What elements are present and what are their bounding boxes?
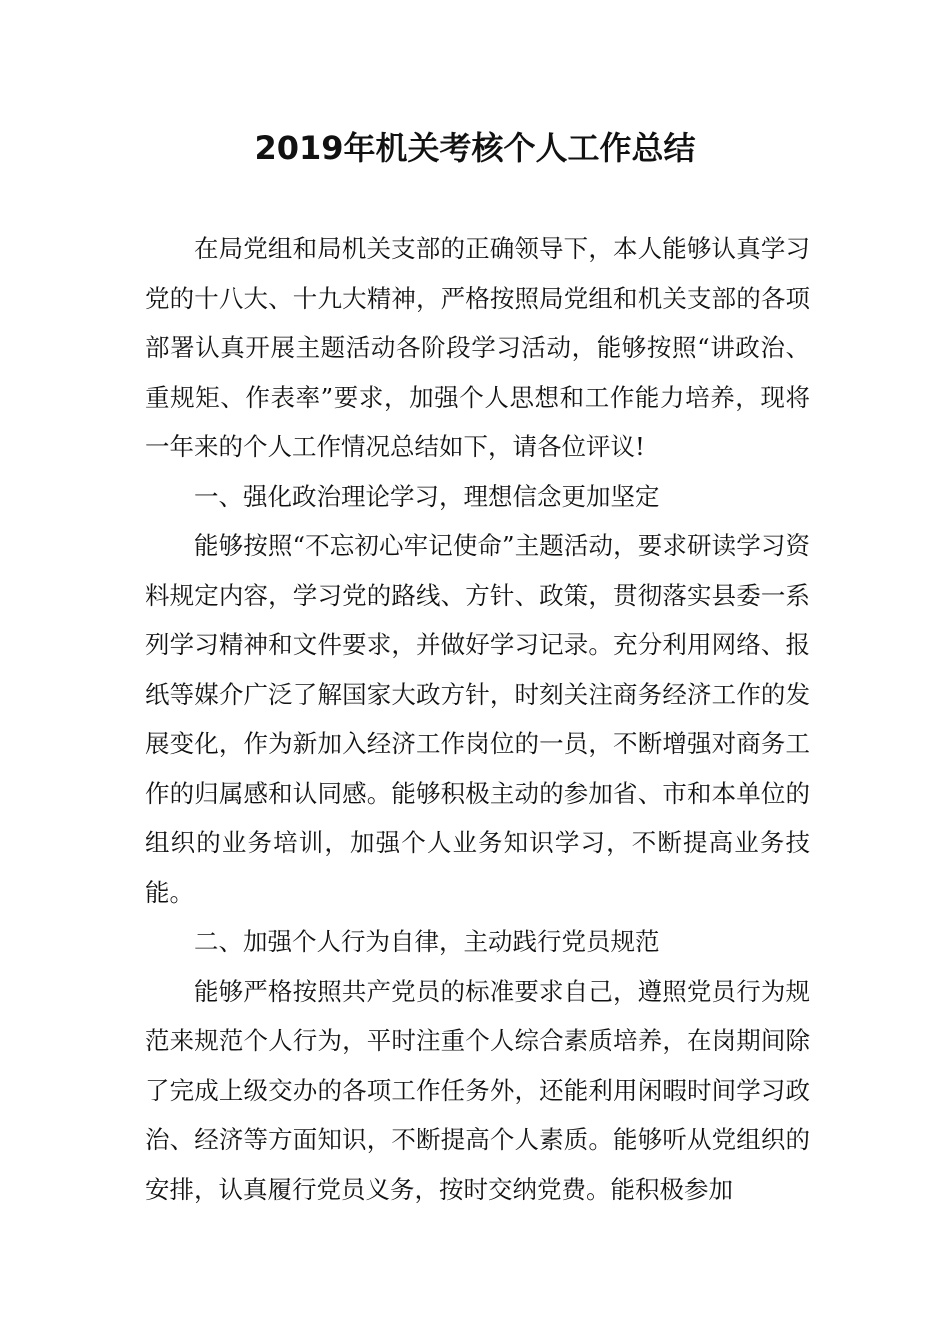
section-heading-2: 二、加强个人行为自律，主动践行党员规范 bbox=[194, 927, 660, 956]
document-body bbox=[145, 224, 810, 1214]
paragraph-section-1: 能够按照“不忘初心牢记使命”主题活动，要求研读学习资料规定内容，学习党的路线、方针、政策，贯彻落实县委一系列学习精神和文件要求，并做好学习记录。充分利用网络、报纸等媒介广泛了解国家大政方针，时刻关注商务经济工作的发展变化，作为新加入经济工作岗位的一员，不断增强对商务工作的归属感和认同感。能够积极主动的参加省、市和本单位的组织的业务培训，加强个人业务知识学习，不断提高业务技能。 bbox=[145, 531, 810, 907]
section-heading-1: 一、强化政治理论学习，理想信念更加坚定 bbox=[194, 481, 660, 511]
document-title: 2019年机关考核个人工作总结 bbox=[254, 129, 696, 167]
paragraph-section-2: 能够严格按照共产党员的标准要求自己，遵照党员行为规范来规范个人行为，平时注重个人综合素质培养，在岗期间除了完成上级交办的各项工作任务外，还能利用闲暇时间学习政治、经济等方面知识，不断提高个人素质。能够听从党组织的安排，认真履行党员义务，按时交纳党费。能积极参加 bbox=[145, 976, 810, 1204]
paragraph-intro: 在局党组和局机关支部的正确领导下，本人能够认真学习党的十八大、十九大精神，严格按照局党组和机关支部的各项部署认真开展主题活动各阶段学习活动，能够按照“讲政治、重规矩、作表率”要求，加强个人思想和工作能力培养，现将一年来的个人工作情况总结如下，请各位评议! bbox=[145, 234, 810, 461]
